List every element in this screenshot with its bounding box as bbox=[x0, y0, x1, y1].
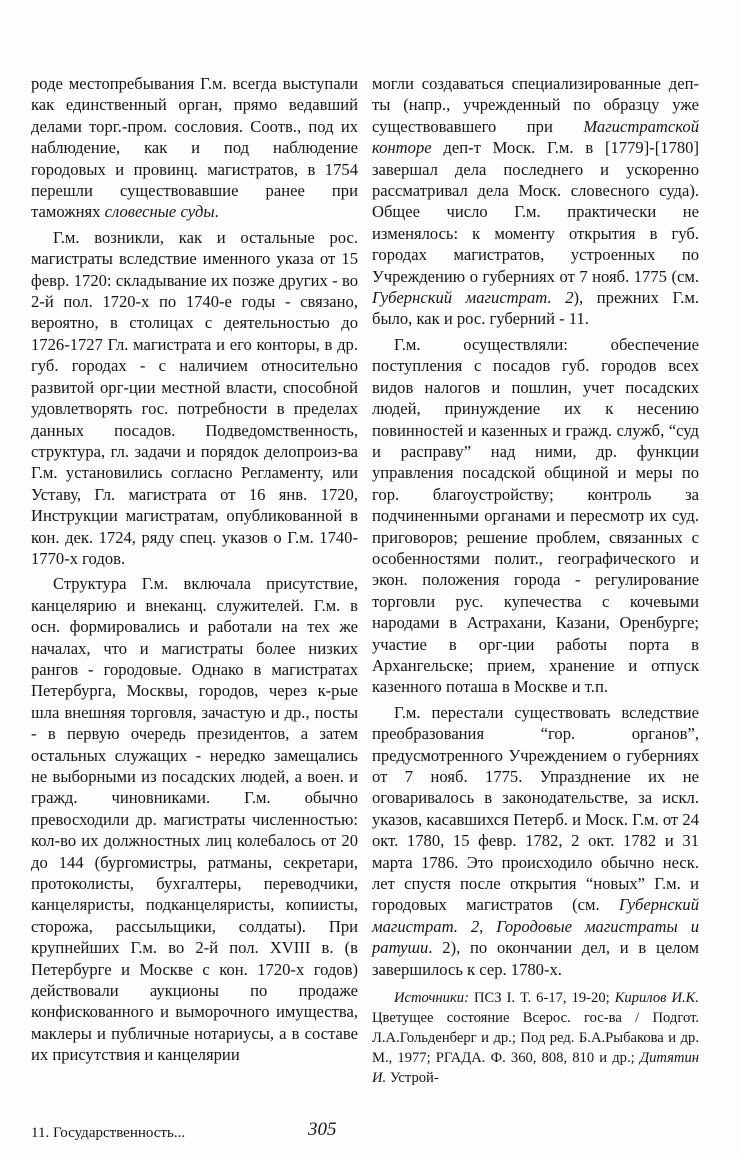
right-paragraph-1 bbox=[372, 73, 699, 330]
cross-reference: Магистратской конторе bbox=[372, 116, 699, 158]
text-run: Цветущее состояние Всерос. гос-ва / Подгот. Л.А.Гольденберг и др.; Под ред. Б.А.Рыбакова и др. М., 1977; РГАДА. Ф. 360, 808, 810 и др.; bbox=[372, 1010, 699, 1067]
left-column bbox=[31, 73, 358, 1066]
page-number: 305 bbox=[308, 1119, 337, 1140]
left-paragraph-2: Г.м. возникли, как и остальные рос. магистраты вследствие именного указа от 15 февр. 1720: складывание их позже других - во 2-й пол. 1720-х по 1740-е годы - связано, вероятно, в столицах с деятельностью до 1726-1727 Гл. магистрата и его конторы, в др. губ. городах - с наличием относительно развитой орг-ции местной власти, способной удовлетворять гос. потребности в пределах данных посадов. Подведомственность, структура, гл. задачи и порядок делопроиз-ва Г.м. установились согласно Регламенту, или Уставу, Гл. магистрата от 16 янв. 1720, Инструкции магистратам, опубликованной в кон. дек. 1724, ряду спец. указов о Г.м. 1740-1770-х годов. bbox=[31, 227, 358, 568]
cross-reference: словесные суды bbox=[104, 202, 215, 222]
left-paragraph-1 bbox=[31, 73, 358, 223]
cross-reference: Губернский магистрат. 2 bbox=[372, 288, 574, 308]
sources-label: Источники: bbox=[394, 990, 469, 1007]
signature-mark: 11. Государственность... bbox=[31, 1125, 186, 1141]
right-paragraph-2: Г.м. осуществляли: обеспечение поступления с посадов губ. городов всех видов налогов и пошлин, учет посадских людей, принуждение их к несению повинностей и казенных и гражд. служб, “суд и расправу” над ними, др. функции управления посадской общиной и меры по гор. благоустройству; контроль за подчиненными органами и пересмотр их суд. приговоров; решение проблем, связанных с особенностями полит., географического и экон. положения города - регулирование торговли рус. купечества с кочевыми народами в Астрахани, Казани, Оренбурге; участие в орг-ции работы порта в Архангельске; прием, хранение и отпуск казенного поташа в Москве и т.п. bbox=[372, 334, 699, 697]
cross-reference: Губернский магистрат. 2, Городовые магистраты и ратуши bbox=[372, 895, 699, 958]
text-run: деп-т Моск. Г.м. в [1779]-[1780] завершал дела последнего и ускоренно рассматривал дела Моск. словесного суда). Общее число Г.м. практически не изменялось: к моменту открытия в губ. городах магистратов, устроенных по Учреждению о губерниях от 7 нояб. 1775 (см. bbox=[372, 138, 699, 286]
author-name: Дитятин И. bbox=[372, 1050, 699, 1087]
text-run: Устрой- bbox=[386, 1070, 439, 1087]
text-run: могли создаваться специализированные деп-ты (напр., учрежденный по образцу уже существовавшего при bbox=[372, 74, 699, 136]
right-paragraph-3 bbox=[372, 702, 699, 980]
left-paragraph-3: Структура Г.м. включала присутствие, канцелярию и внеканц. служителей. Г.м. в осн. формировались и работали на тех же началах, что и магистраты более низких рангов - городовые. Однако в магистратах Петербурга, Москвы, городов, через к-рые шла внешняя торговля, зачастую и др., посты - в первую очередь президентов, а затем остальных служащих - нередко замещались не выборными из посадских людей, а воен. и гражд. чиновниками. Г.м. обычно превосходили др. магистраты численностью: кол-во их должностных лиц колебалось от 20 до 144 (бургомистры, ратманы, секретари, протоколисты, бухгалтеры, переводчики, канцеляристы, подканцеляристы, копиисты, сторожа, рассыльщики, солдаты). При крупнейших Г.м. во 2-й пол. XVIII в. (в Петербурге и Москве с кон. 1720-х годов) действовали аукционы по продаже конфискованного и выморочного имущества, маклеры и публичные нотариусы, а в составе их присутствия и канцелярии bbox=[31, 574, 358, 1065]
text-run: . 2), по окончании дел, и в целом завершилось к сер. 1780-х. bbox=[372, 938, 699, 979]
text-run: ПСЗ I. Т. 6-17, 19-20; bbox=[468, 990, 615, 1007]
author-name: Кирилов И.К. bbox=[614, 990, 699, 1007]
text-run: роде местопребывания Г.м. всегда выступали как единственный орган, прямо ведавший делами торг.-пром. сословия. Соотв., под их наблюдение, как и под наблюдение городовых и провинц. магистратов, в 1754 перешли существовавшие ранее при таможнях bbox=[31, 74, 358, 222]
sources-paragraph bbox=[372, 988, 699, 1088]
text-run: . bbox=[214, 202, 219, 222]
right-column bbox=[372, 73, 699, 1088]
text-run: Г.м. перестали существовать вследствие преобразования “гор. органов”, предусмотренного Учреждением о губерниях от 7 нояб. 1775. Упразднение их не оговаривалось в законодательстве, за искл. указов, касавшихся Петерб. и Моск. Г.м. от 24 окт. 1780, 15 февр. 1782, 2 окт. 1782 и 31 марта 1786. Это происходило обычно неск. лет спустя после открытия “новых” Г.м. и городовых магистратов (см. bbox=[372, 702, 699, 915]
text-run: ), прежних Г.м. было, как и рос. губерний - 11. bbox=[372, 288, 699, 329]
